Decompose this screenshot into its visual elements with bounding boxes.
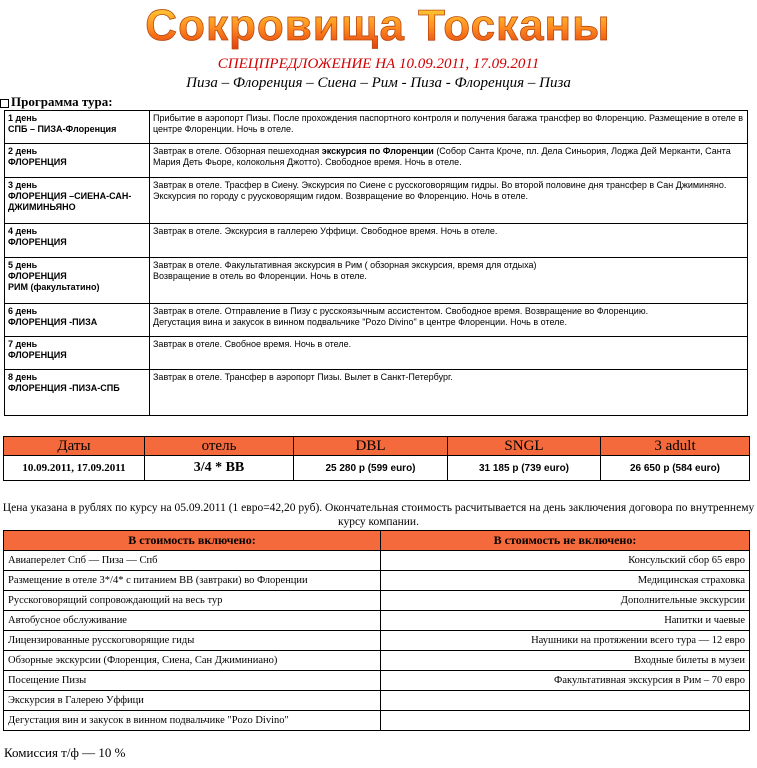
checkbox-icon: [0, 99, 9, 108]
table-row: [4, 571, 750, 591]
price-dates: 10.09.2011, 17.09.2011: [4, 456, 145, 481]
program-row: 7 день ФЛОРЕНЦИЯ Завтрак в отеле. Свобное время. Ночь в отеле.: [5, 337, 748, 370]
included-item: Размещение в отеле 3*/4* с питанием BB (завтраки) во Флоренции: [4, 571, 381, 591]
not-included-item: Факультативная экскурсия в Рим – 70 евро: [381, 671, 750, 691]
price-hotel: 3/4 * BB: [145, 456, 294, 481]
program-row: 8 день ФЛОРЕНЦИЯ -ПИЗА-СПБ Завтрак в отеле. Трансфер в аэропорт Пизы. Вылет в Санкт-Петербург.: [5, 370, 748, 416]
table-row: [4, 691, 750, 711]
table-row: [4, 591, 750, 611]
table-row: [4, 611, 750, 631]
included-item: Посещение Пизы: [4, 671, 381, 691]
not-included-header: В стоимость не включено:: [381, 531, 750, 551]
program-row: 4 день ФЛОРЕНЦИЯ Завтрак в отеле. Экскурсия в галлерею Уффици. Свободное время. Ночь в отеле.: [5, 224, 748, 258]
not-included-item: [381, 711, 750, 731]
price-note: Цена указана в рублях по курсу на 05.09.2011 (1 евро=42,20 руб). Окончательная стоимость расчитывается на день заключения договора по внутреннему курсу компании.: [2, 502, 755, 528]
included-item: Экскурсия в Галерею Уффици: [4, 691, 381, 711]
included-header: В стоимость включено:: [4, 531, 381, 551]
commission-note: Комиссия т/ф — 10 %: [4, 745, 126, 760]
route-line: Пиза – Флоренция – Сиена – Рим - Пиза - Флоренция – Пиза: [186, 75, 571, 91]
price-header-hotel: отель: [145, 437, 294, 456]
price-dbl: 25 280 р (599 euro): [294, 456, 448, 481]
program-label: Программа тура:: [0, 94, 113, 110]
price-header-dates: Даты: [4, 437, 145, 456]
price-header-3adult: 3 adult: [601, 437, 750, 456]
table-row: [4, 651, 750, 671]
program-row: 2 день ФЛОРЕНЦИЯ Завтрак в отеле. Обзорная пешеходная экскурсия по Флоренции (Собор Санта Кроче, пл. Дела Синьория, Лоджа Дей Мерканти, Санта Мария Деть Фьоре, колокольня Джотто). Свободное время. Ночь в отеле.: [5, 144, 748, 178]
not-included-item: Консульский сбор 65 евро: [381, 551, 750, 571]
special-offer-title: СПЕЦПРЕДЛОЖЕНИЕ НА 10.09.2011, 17.09.2011: [217, 56, 540, 72]
price-header-sngl: SNGL: [448, 437, 601, 456]
program-row: 3 день ФЛОРЕНЦИЯ –СИЕНА-САН-ДЖИМИНЬЯНО Завтрак в отеле. Трасфер в Сиену. Экскурсия по Сиене с русскоговорящим гидры. Во второй половине дня трансфер в Сан Джиминяно. Экскурсия по городу с руусковорящим гидом. Возвращение во Флоренцию. Ночь в отеле.: [5, 178, 748, 224]
not-included-item: Дополнительные экскурсии: [381, 591, 750, 611]
included-item: Обзорные экскурсии (Флоренция, Сиена, Сан Джиминиано): [4, 651, 381, 671]
table-row: [4, 671, 750, 691]
program-row: 6 день ФЛОРЕНЦИЯ -ПИЗА Завтрак в отеле. Отправление в Пизу с русскоязычным ассистентом. Свободное время. Возвращение во Флоренцию. Дегустация вина и закусок в винном подвальчике "Pozo Divino" в центре Флоренции. Ночь в отеле.: [5, 304, 748, 337]
included-item: Дегустация вин и закусок в винном подвальчике "Pozo Divino": [4, 711, 381, 731]
included-item: Лицензированные русскоговорящие гиды: [4, 631, 381, 651]
logo-text: Сокровища Тосканы: [145, 1, 611, 50]
program-row: 5 день ФЛОРЕНЦИЯ РИМ (факультатино) Завтрак в отеле. Факультативная экскурсия в Рим ( обзорная экскурсия, время для отдыха) Возвращение в отель во Флоренции. Ночь в отеле.: [5, 258, 748, 304]
tour-logo: [0, 0, 757, 50]
not-included-item: Медицинская страховка: [381, 571, 750, 591]
included-item: Авиаперелет Спб — Пиза — Спб: [4, 551, 381, 571]
not-included-item: Входные билеты в музеи: [381, 651, 750, 671]
included-item: Русскоговорящий сопровождающий на весь тур: [4, 591, 381, 611]
price-header-dbl: DBL: [294, 437, 448, 456]
table-row: [4, 551, 750, 571]
inclusions-table: [3, 530, 750, 731]
program-row: 1 день СПБ – ПИЗА-Флоренция Прибытие в аэропорт Пизы. После прохождения паспортного контроля и получения багажа трансфер во Флоренцию. Размещение в отеле в центре Флоренции. Ночь в отеле.: [5, 111, 748, 144]
table-row: [4, 711, 750, 731]
table-row: [4, 631, 750, 651]
program-table: [4, 110, 748, 416]
price-table: [3, 436, 750, 481]
not-included-item: Напитки и чаевые: [381, 611, 750, 631]
not-included-item: Наушники на протяжении всего тура — 12 евро: [381, 631, 750, 651]
included-item: Автобусное обслуживание: [4, 611, 381, 631]
price-sngl: 31 185 р (739 euro): [448, 456, 601, 481]
not-included-item: [381, 691, 750, 711]
price-3adult: 26 650 р (584 euro): [601, 456, 750, 481]
